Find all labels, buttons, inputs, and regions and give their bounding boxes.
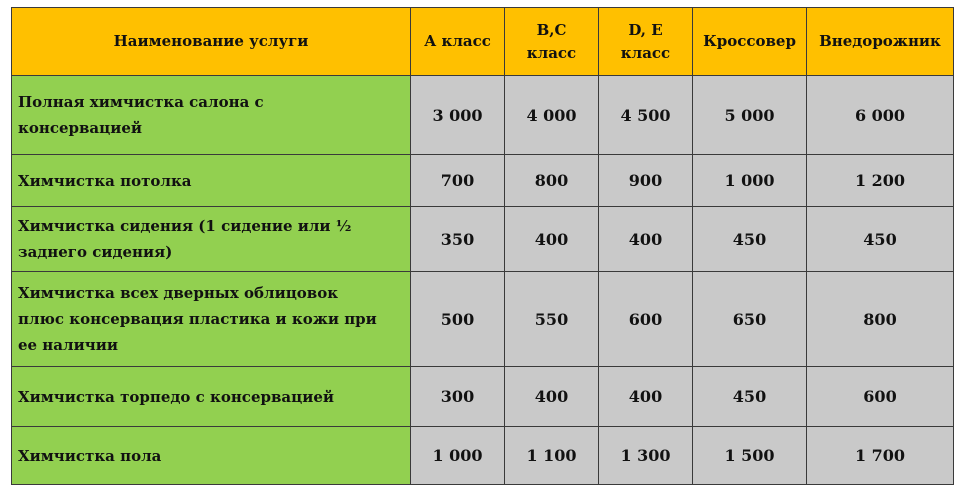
price-cell-class-bc: 400 — [505, 367, 599, 427]
price-cell-suv: 1 700 — [807, 427, 954, 485]
price-table — [11, 7, 954, 485]
price-cell-class-a: 500 — [411, 272, 505, 367]
price-cell-class-de: 400 — [599, 367, 693, 427]
price-cell-class-a: 3 000 — [411, 76, 505, 155]
service-name-line: Полная химчистка салона с — [18, 93, 264, 111]
service-name-cell — [12, 76, 411, 155]
service-name-line: Химчистка пола — [18, 446, 162, 465]
price-table-body — [12, 76, 954, 485]
price-cell-class-de: 400 — [599, 207, 693, 272]
price-cell-class-de: 1 300 — [599, 427, 693, 485]
header-class-a: А класс — [411, 8, 505, 76]
price-cell-class-bc: 800 — [505, 155, 599, 207]
price-cell-crossover: 5 000 — [693, 76, 807, 155]
price-cell-suv: 1 200 — [807, 155, 954, 207]
header-class-de-line2: класс — [620, 43, 671, 62]
header-suv: Внедорожник — [807, 8, 954, 76]
service-name-cell — [12, 155, 411, 207]
table-row — [12, 76, 954, 155]
service-name-cell — [12, 272, 411, 367]
price-cell-class-a: 300 — [411, 367, 505, 427]
price-cell-class-de: 600 — [599, 272, 693, 367]
price-cell-class-de: 4 500 — [599, 76, 693, 155]
price-cell-crossover: 1 500 — [693, 427, 807, 485]
price-cell-class-a: 700 — [411, 155, 505, 207]
table-row — [12, 427, 954, 485]
price-cell-suv: 600 — [807, 367, 954, 427]
price-cell-crossover: 450 — [693, 367, 807, 427]
service-name-line: заднего сидения) — [18, 243, 173, 261]
price-cell-class-bc: 1 100 — [505, 427, 599, 485]
header-crossover: Кроссовер — [693, 8, 807, 76]
price-cell-crossover: 1 000 — [693, 155, 807, 207]
table-row — [12, 155, 954, 207]
price-cell-class-a: 350 — [411, 207, 505, 272]
header-class-bc-line2: класс — [526, 43, 577, 62]
table-row — [12, 207, 954, 272]
service-name-line: Химчистка сидения (1 сидение или ½ — [18, 217, 352, 235]
price-cell-class-bc: 400 — [505, 207, 599, 272]
header-class-bc-line1: B,C — [536, 20, 567, 39]
price-cell-suv: 450 — [807, 207, 954, 272]
price-cell-class-de: 900 — [599, 155, 693, 207]
price-cell-crossover: 650 — [693, 272, 807, 367]
service-name-line: Химчистка всех дверных облицовок — [18, 284, 339, 302]
service-name-line: Химчистка потолка — [18, 171, 192, 190]
price-cell-crossover: 450 — [693, 207, 807, 272]
header-class-de-line1: D, E — [628, 20, 663, 39]
service-name-line: Химчистка торпедо с консервацией — [18, 387, 334, 406]
service-name-cell — [12, 427, 411, 485]
service-name-cell — [12, 367, 411, 427]
service-name-cell — [12, 207, 411, 272]
price-cell-suv: 6 000 — [807, 76, 954, 155]
table-row — [12, 272, 954, 367]
header-service: Наименование услуги — [12, 8, 411, 76]
table-row — [12, 367, 954, 427]
price-cell-class-bc: 550 — [505, 272, 599, 367]
header-class-bc — [505, 8, 599, 76]
header-row — [12, 8, 954, 76]
service-name-line: плюс консервация пластика и кожи при — [18, 310, 377, 328]
header-class-de — [599, 8, 693, 76]
price-cell-suv: 800 — [807, 272, 954, 367]
price-cell-class-bc: 4 000 — [505, 76, 599, 155]
service-name-line: консервацией — [18, 119, 142, 137]
price-cell-class-a: 1 000 — [411, 427, 505, 485]
service-name-line: ее наличии — [18, 336, 118, 354]
